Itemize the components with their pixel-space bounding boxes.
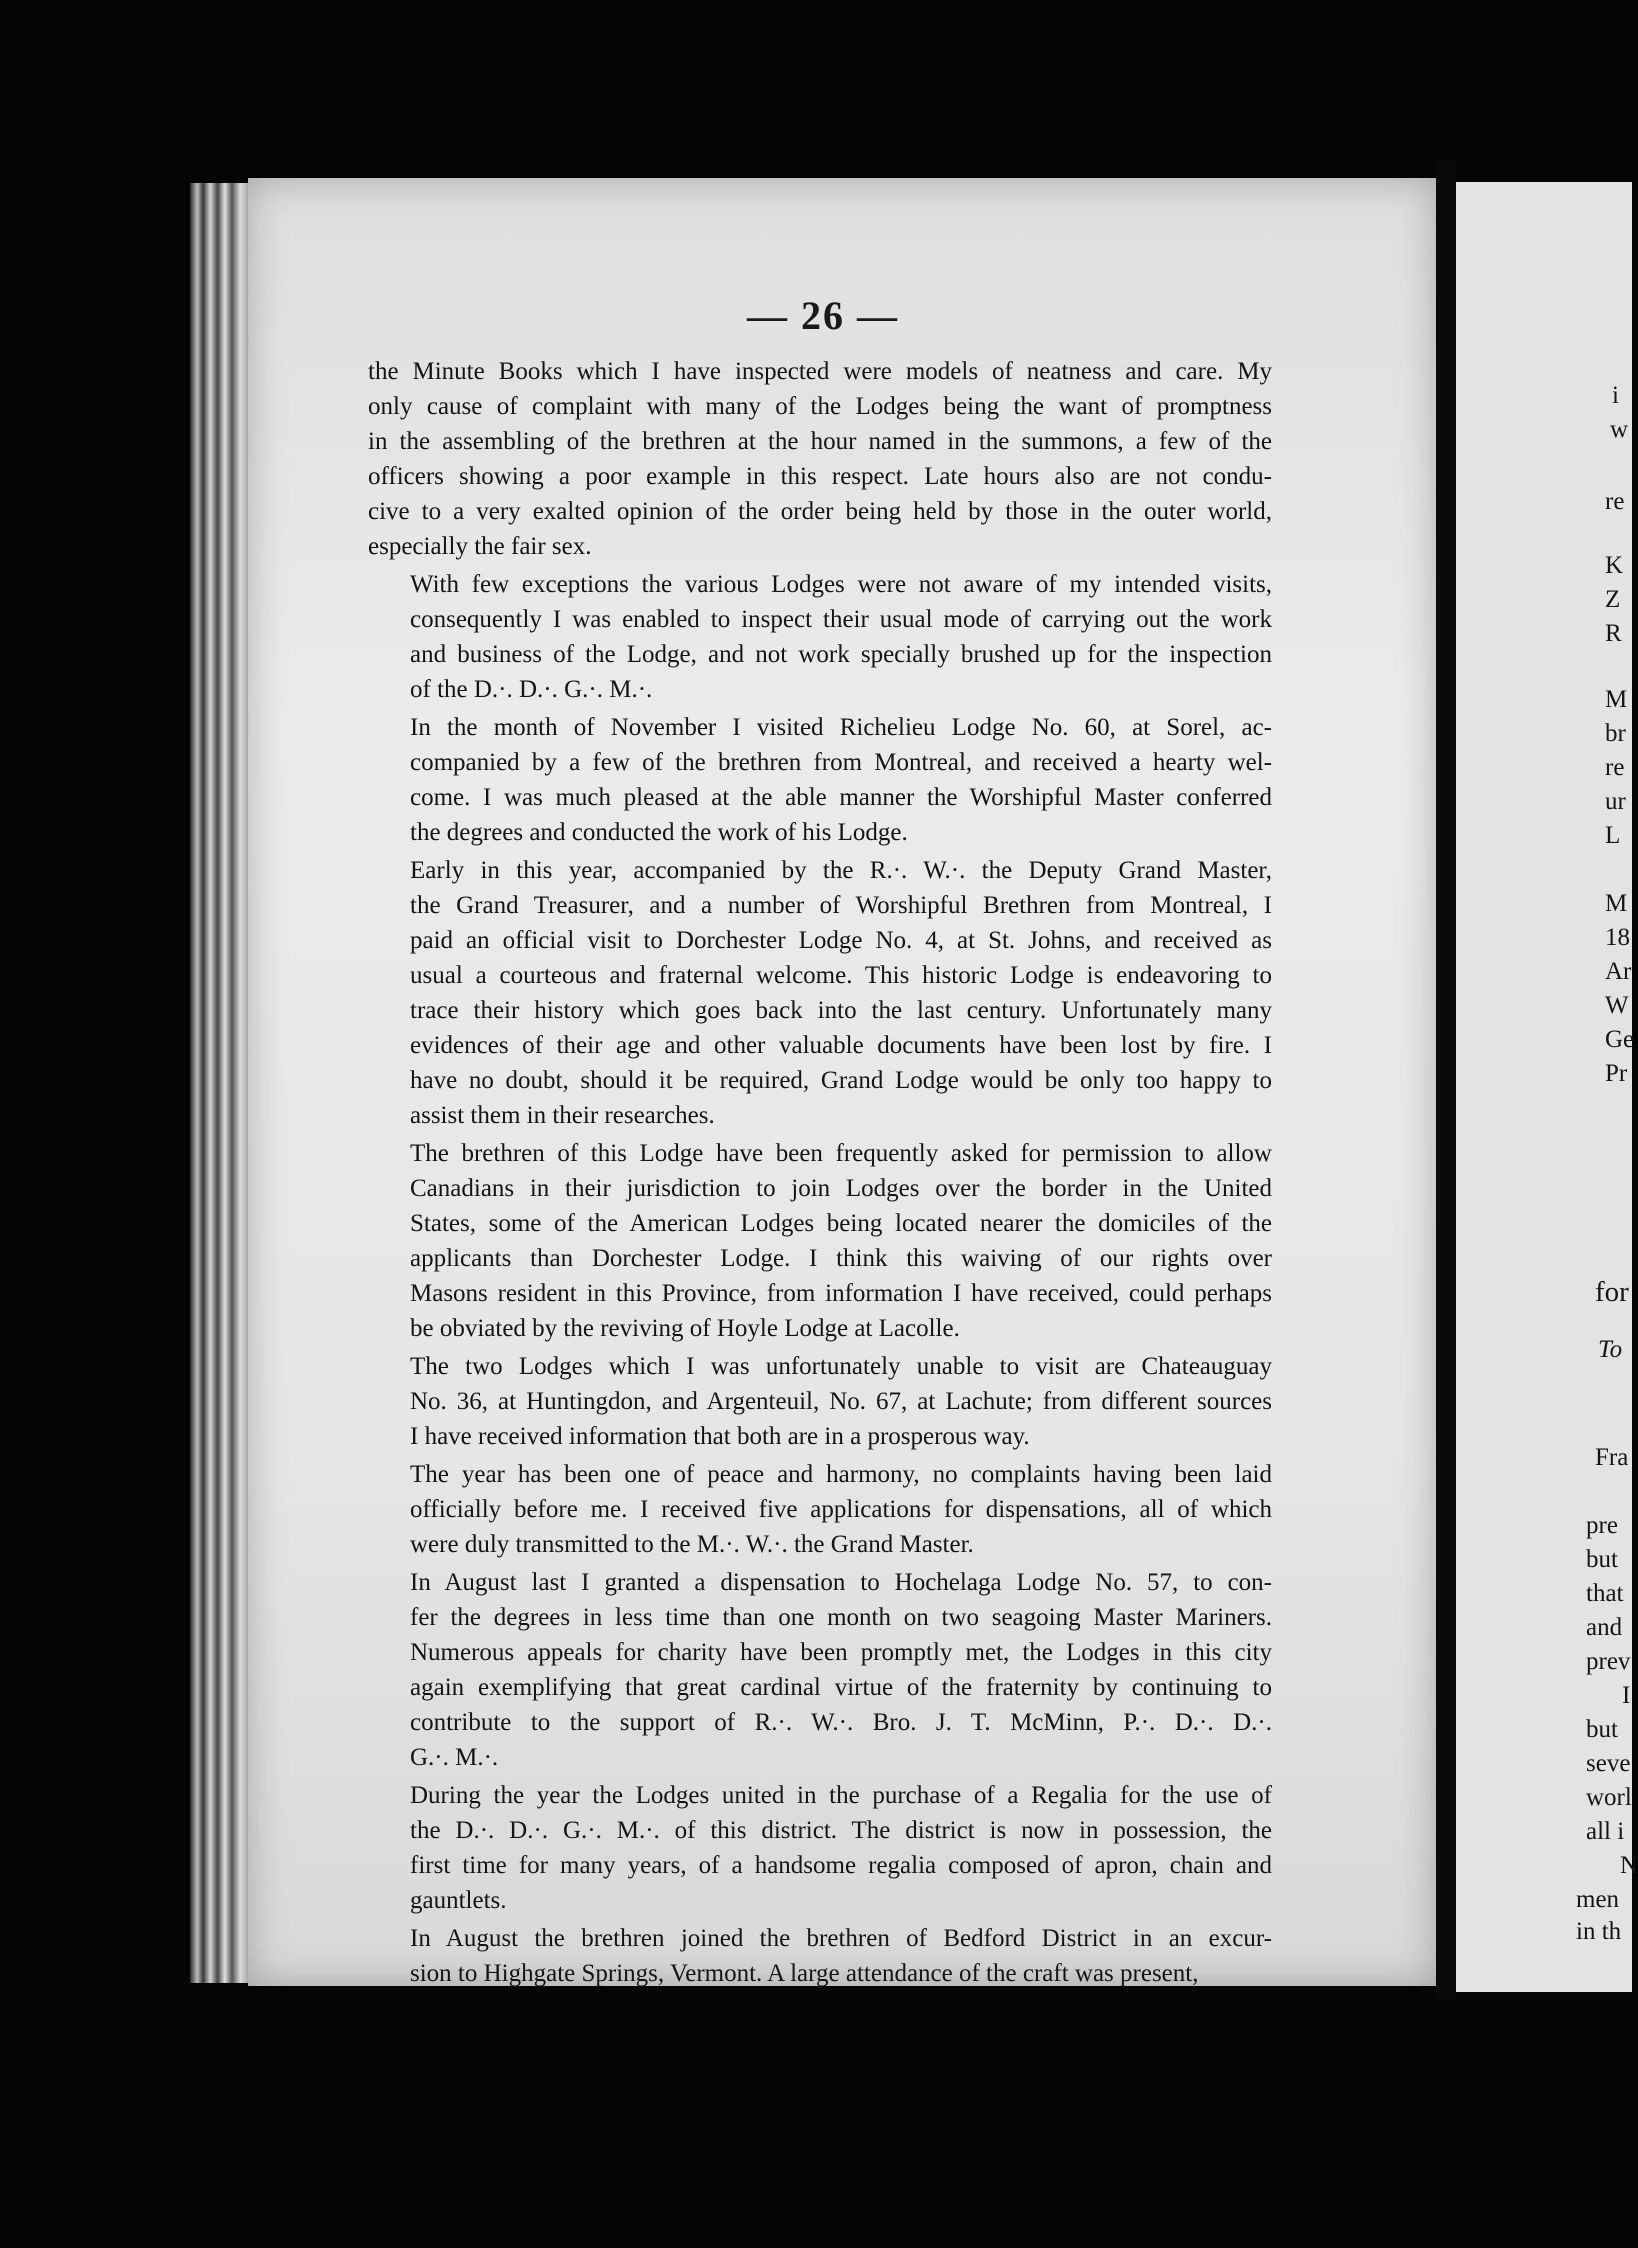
text-line: In August last I granted a dispensation to Hochelaga Lodge No. 57, to con-	[410, 1569, 1272, 1596]
text-line: consequently I was enabled to inspect their usual mode of carrying out the work	[410, 606, 1272, 633]
paragraph	[368, 853, 1272, 1133]
right-page-fragment: L	[1605, 822, 1621, 849]
text-line: and business of the Lodge, and not work specially brushed up for the inspection	[410, 641, 1272, 668]
right-page-fragment: but	[1586, 1716, 1618, 1743]
right-page-fragment: K	[1605, 552, 1624, 579]
right-page-fragment: W	[1605, 992, 1629, 1019]
text-line: Canadians in their jurisdiction to join Lodges over the border in the United	[410, 1175, 1272, 1202]
text-line: especially the fair sex.	[368, 533, 592, 560]
right-page-fragment: re	[1605, 488, 1625, 515]
text-line: usual a courteous and fraternal welcome. This historic Lodge is endeavoring to	[410, 962, 1272, 989]
book-spine-edge	[190, 183, 250, 1983]
page-number	[0, 292, 1632, 339]
text-line: The two Lodges which I was unfortunately unable to visit are Chateauguay	[410, 1353, 1272, 1380]
text-line: The year has been one of peace and harmony, no complaints having been laid	[410, 1461, 1272, 1488]
right-page-fragment: br	[1605, 720, 1626, 747]
text-line: the Minute Books which I have inspected were models of neatness and care. My	[368, 358, 1272, 385]
body-text	[368, 354, 1272, 1994]
paragraph	[368, 710, 1272, 850]
right-page-fragment: Pr	[1605, 1060, 1628, 1087]
paragraph	[368, 1457, 1272, 1562]
right-page-fragment: and	[1586, 1614, 1623, 1641]
text-line: of the D.·. D.·. G.·. M.·.	[410, 676, 653, 703]
paragraph	[368, 567, 1272, 707]
text-line: the Grand Treasurer, and a number of Worshipful Brethren from Montreal, I	[410, 892, 1272, 919]
page-number-dash-right: —	[857, 293, 899, 338]
right-page-fragment: men	[1576, 1886, 1620, 1913]
text-line: cive to a very exalted opinion of the order being held by those in the outer world,	[368, 498, 1272, 525]
right-page-fragment: but	[1586, 1546, 1618, 1573]
paragraph	[368, 1778, 1272, 1918]
text-line: trace their history which goes back into the last century. Unfortunately many	[410, 997, 1272, 1024]
text-line: fer the degrees in less time than one month on two seagoing Master Mariners.	[410, 1604, 1272, 1631]
text-line: assist them in their researches.	[410, 1102, 715, 1129]
right-page-fragment: I	[1622, 1682, 1631, 1709]
paragraph	[368, 1136, 1272, 1346]
page-number-dash-left: —	[747, 293, 789, 338]
text-line: companied by a few of the brethren from Montreal, and received a hearty wel-	[410, 749, 1272, 776]
text-line: were duly transmitted to the M.·. W.·. the Grand Master.	[410, 1531, 974, 1558]
text-line: evidences of their age and other valuable documents have been lost by fire. I	[410, 1032, 1272, 1059]
paragraph	[368, 354, 1272, 564]
right-page-fragment: M	[1605, 686, 1628, 713]
right-page-fragment: all i	[1586, 1818, 1625, 1845]
right-page-fragment: pre	[1586, 1512, 1618, 1539]
right-page-fragment: w	[1610, 416, 1629, 443]
text-line: officially before me. I received five applications for dispensations, all of which	[410, 1496, 1272, 1523]
text-line: contribute to the support of R.·. W.·. Bro. J. T. McMinn, P.·. D.·. D.·.	[410, 1709, 1272, 1736]
text-line: No. 36, at Huntingdon, and Argenteuil, No. 67, at Lachute; from different sources	[410, 1388, 1272, 1415]
text-line: applicants than Dorchester Lodge. I think this waiving of our rights over	[410, 1245, 1272, 1272]
text-line: G.·. M.·.	[410, 1744, 499, 1771]
text-line: During the year the Lodges united in the purchase of a Regalia for the use of	[410, 1782, 1272, 1809]
text-line: paid an official visit to Dorchester Lodge No. 4, at St. Johns, and received as	[410, 927, 1272, 954]
right-page-fragment: that	[1586, 1580, 1624, 1607]
right-page-fragment: seve	[1586, 1750, 1631, 1777]
text-line: again exemplifying that great cardinal virtue of the fraternity by continuing to	[410, 1674, 1272, 1701]
text-line: Early in this year, accompanied by the R.·. W.·. the Deputy Grand Master,	[410, 857, 1272, 884]
text-line: be obviated by the reviving of Hoyle Lodge at Lacolle.	[410, 1315, 960, 1342]
text-line: the degrees and conducted the work of his Lodge.	[410, 819, 908, 846]
right-page-fragment: prev	[1586, 1648, 1631, 1675]
text-line: With few exceptions the various Lodges were not aware of my intended visits,	[410, 571, 1272, 598]
right-page-fragment: for	[1595, 1276, 1629, 1308]
text-line: sion to Highgate Springs, Vermont. A large attendance of the craft was present,	[410, 1960, 1199, 1987]
right-page-fragment: Fra	[1595, 1444, 1629, 1471]
right-page-fragment: ur	[1605, 788, 1626, 815]
text-line: In the month of November I visited Richelieu Lodge No. 60, at Sorel, ac-	[410, 714, 1272, 741]
text-line: The brethren of this Lodge have been frequently asked for permission to allow	[410, 1140, 1272, 1167]
text-line: the D.·. D.·. G.·. M.·. of this district. The district is now in possession, the	[410, 1817, 1272, 1844]
paragraph	[368, 1349, 1272, 1454]
right-page-fragment: Z	[1605, 586, 1621, 613]
page-gutter	[1436, 160, 1456, 2000]
right-page-fragment: re	[1605, 754, 1625, 781]
paragraph	[368, 1921, 1272, 1991]
right-page-fragment: Ge	[1605, 1026, 1635, 1053]
text-line: I have received information that both are in a prosperous way.	[410, 1423, 1030, 1450]
right-page-fragment: Ar	[1605, 958, 1632, 985]
text-line: in the assembling of the brethren at the hour named in the summons, a few of the	[368, 428, 1272, 455]
text-line: officers showing a poor example in this respect. Late hours also are not condu-	[368, 463, 1272, 490]
text-line: come. I was much pleased at the able manner the Worshipful Master conferred	[410, 784, 1272, 811]
text-line: States, some of the American Lodges being located nearer the domiciles of the	[410, 1210, 1272, 1237]
right-page-fragment: To	[1598, 1336, 1623, 1363]
right-page-fragment: worl	[1586, 1784, 1632, 1811]
right-page-fragment: i	[1612, 382, 1619, 409]
text-line: gauntlets.	[410, 1887, 507, 1914]
paragraph	[368, 1565, 1272, 1775]
right-page-fragment: R	[1605, 620, 1622, 647]
right-page-fragment: in th	[1576, 1918, 1622, 1945]
right-page-fragment: N	[1620, 1852, 1638, 1879]
text-line: have no doubt, should it be required, Grand Lodge would be only too happy to	[410, 1067, 1272, 1094]
text-line: In August the brethren joined the brethren of Bedford District in an excur-	[410, 1925, 1272, 1952]
text-line: first time for many years, of a handsome regalia composed of apron, chain and	[410, 1852, 1272, 1879]
text-line: Masons resident in this Province, from information I have received, could perhaps	[410, 1280, 1272, 1307]
right-page-fragment: M	[1605, 890, 1628, 917]
right-page-fragment: 18	[1605, 924, 1630, 951]
text-line: Numerous appeals for charity have been promptly met, the Lodges in this city	[410, 1639, 1272, 1666]
page-number-value: 26	[801, 293, 845, 338]
text-line: only cause of complaint with many of the Lodges being the want of promptness	[368, 393, 1272, 420]
